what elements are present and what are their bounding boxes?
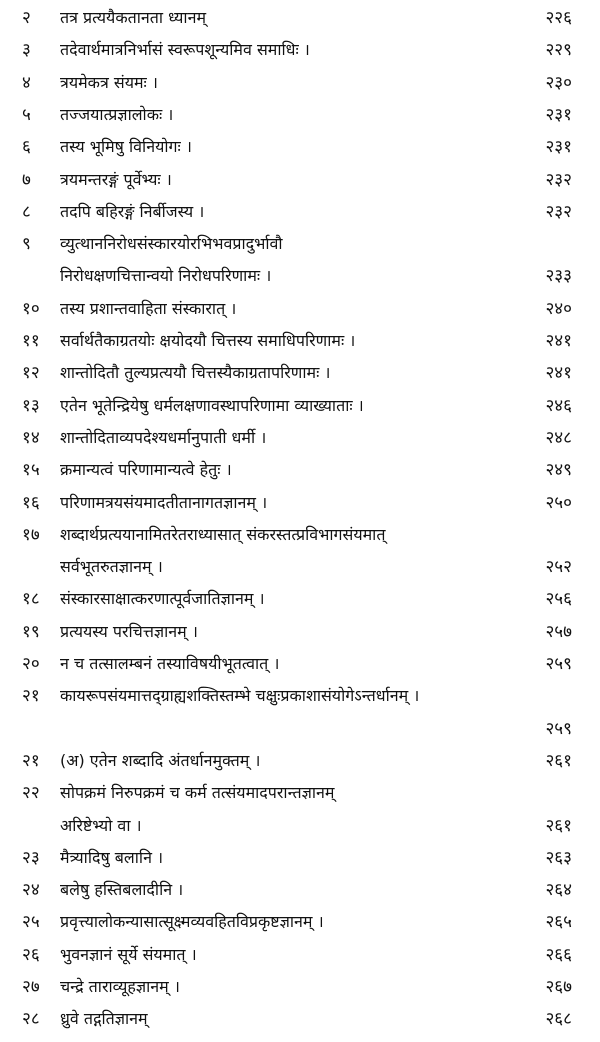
page-number: २४० <box>545 298 572 319</box>
index-row <box>0 391 600 423</box>
sutra-number: ४ <box>22 72 31 93</box>
page-number: २४८ <box>545 427 572 448</box>
index-row <box>0 132 600 164</box>
page-number: २५० <box>545 492 572 513</box>
index-row <box>0 165 600 197</box>
sutra-number: १२ <box>22 363 40 384</box>
sutra-text: चन्द्रे ताराव्यूहज्ञानम् । <box>60 977 180 996</box>
sutra-text: व्युत्थाननिरोधसंस्कारयोरभिभवप्रादुर्भावौ <box>60 234 283 254</box>
page-number: २३१ <box>545 104 572 125</box>
index-row <box>0 197 600 229</box>
sutra-number: २५ <box>22 912 40 933</box>
sutra-text: तत्र प्रत्ययैकतानता ध्यानम् <box>60 8 207 27</box>
index-row <box>0 35 600 67</box>
sutra-text: त्रयमेकत्र संयमः । <box>60 72 158 92</box>
index-row <box>0 100 600 132</box>
page-number: २५९ <box>545 654 572 674</box>
sutra-text: अरिष्टेभ्यो वा । <box>60 815 142 835</box>
sutra-number: १९ <box>22 621 40 642</box>
sutra-number: २८ <box>22 1009 40 1030</box>
index-row <box>0 843 600 875</box>
sutra-text: संस्कारसाक्षात्करणात्पूर्वजातिज्ञानम् । <box>60 589 265 609</box>
sutra-number: ८ <box>22 201 31 222</box>
index-row <box>0 229 600 261</box>
page-number: २६५ <box>545 912 572 933</box>
sutra-text: तदपि बहिरङ्गं निर्बीजस्य । <box>60 201 205 221</box>
sutra-number: ७ <box>22 169 31 190</box>
page-number: २६७ <box>545 977 572 997</box>
index-row <box>0 875 600 907</box>
index-row <box>0 714 600 746</box>
index-row <box>0 584 600 616</box>
sutra-number: ६ <box>22 137 31 158</box>
sutra-text: शब्दार्थप्रत्ययानामितरेतराध्यासात् संकरस्तत्प्रविभागसंयमात् <box>60 524 386 544</box>
index-row <box>0 681 600 713</box>
page-number: २५६ <box>545 589 572 610</box>
page-number: २५९ <box>545 718 572 739</box>
page-number: २६८ <box>545 1009 572 1030</box>
index-row <box>0 326 600 358</box>
sutra-number: १४ <box>22 427 40 448</box>
sutra-number: २७ <box>22 977 40 997</box>
index-row <box>0 972 600 1004</box>
sutra-text: तस्य भूमिषु विनियोगः । <box>60 137 192 157</box>
sutra-number: २१ <box>22 750 40 771</box>
index-row <box>0 68 600 100</box>
sutra-number: १५ <box>22 460 40 481</box>
index-row <box>0 261 600 293</box>
sutra-text: निरोधक्षणचित्तान्वयो निरोधपरिणामः । <box>60 266 272 286</box>
page-number: २२६ <box>545 8 572 28</box>
sutra-text: त्रयमन्तरङ्गं पूर्वेभ्यः । <box>60 169 172 189</box>
sutra-number: २२ <box>22 783 40 804</box>
page-number: २६१ <box>545 750 572 771</box>
page-number: २५२ <box>545 557 572 578</box>
index-row <box>0 294 600 326</box>
sutra-number: ५ <box>22 104 31 125</box>
page-number: २३० <box>545 72 572 93</box>
page-number: २४१ <box>545 363 572 384</box>
sutra-text: बलेषु हस्तिबलादीनि । <box>60 880 184 900</box>
page-number: २३१ <box>545 137 572 158</box>
page-number: २३२ <box>545 201 572 222</box>
sutra-text: कायरूपसंयमात्तद्ग्राह्यशक्तिस्तम्भे चक्षुःप्रकाशासंयोगेऽन्तर्धानम् । <box>60 686 420 706</box>
page-number: २२९ <box>545 40 572 61</box>
index-row <box>0 358 600 390</box>
index-row <box>0 778 600 810</box>
sutra-text: सोपक्रमं निरुपक्रमं च कर्म तत्संयमादपरान्तज्ञानम् <box>60 783 335 803</box>
sutra-text: शान्तोदितौ तुल्यप्रत्ययौ चित्तस्यैकाग्रतापरिणामः । <box>60 363 331 383</box>
sutra-text: (अ) एतेन शब्दादि अंतर्धानमुक्तम् । <box>60 750 261 770</box>
index-row <box>0 552 600 584</box>
sutra-text: तस्य प्रशान्तवाहिता संस्कारात् । <box>60 298 237 318</box>
sutra-number: ११ <box>22 331 40 351</box>
index-row <box>0 746 600 778</box>
sutra-number: १६ <box>22 492 40 513</box>
index-row <box>0 488 600 520</box>
sutra-number: १७ <box>22 524 40 545</box>
sutra-text: मैत्र्यादिषु बलानि । <box>60 847 164 867</box>
page-number: २४९ <box>545 460 572 481</box>
sutra-text: तज्जयात्प्रज्ञालोकः । <box>60 104 174 124</box>
index-row <box>0 811 600 843</box>
sutra-text: सर्वार्थतैकाग्रतयोः क्षयोदयौ चित्तस्य समाधिपरिणामः । <box>60 331 356 350</box>
page-number: २३३ <box>545 266 572 287</box>
sutra-number: २६ <box>22 944 40 965</box>
index-row <box>0 3 600 35</box>
page-number: २४६ <box>545 395 572 416</box>
index-row <box>0 423 600 455</box>
index-row <box>0 907 600 939</box>
sutra-text: क्रमान्यत्वं परिणामान्यत्वे हेतुः । <box>60 460 232 480</box>
sutra-text: परिणामत्रयसंयमादतीतानागतज्ञानम् । <box>60 492 268 512</box>
sutra-number: २३ <box>22 847 40 868</box>
page-number: २५७ <box>545 621 572 642</box>
sutra-number: २० <box>22 654 40 674</box>
sutra-text: भुवनज्ञानं सूर्ये संयमात् । <box>60 944 197 964</box>
sutra-text: प्रवृत्त्यालोकन्यासात्सूक्ष्मव्यवहितविप्रकृष्टज्ञानम् । <box>60 912 324 932</box>
page-number: २४१ <box>545 331 572 351</box>
sutra-number: १८ <box>22 589 40 610</box>
sutra-number: २१ <box>22 686 40 707</box>
page-number: २६१ <box>545 815 572 836</box>
sutra-number: २४ <box>22 880 40 901</box>
sutra-text: न च तत्सालम्बनं तस्याविषयीभूतत्वात् । <box>60 654 280 673</box>
index-row <box>0 520 600 552</box>
sutra-number: ९ <box>22 234 31 255</box>
page-number: २६३ <box>545 847 572 868</box>
sutra-text: प्रत्ययस्य परचित्तज्ञानम् । <box>60 621 198 641</box>
page-number: २६६ <box>545 944 572 965</box>
page-number: २३२ <box>545 169 572 190</box>
index-row <box>0 649 600 681</box>
sutra-text: शान्तोदिताव्यपदेश्यधर्मानुपाती धर्मी । <box>60 427 267 447</box>
sutra-number: २ <box>22 8 31 28</box>
index-row <box>0 940 600 972</box>
index-row <box>0 1004 600 1036</box>
sutra-text: ध्रुवे तद्गतिज्ञानम् <box>60 1009 148 1029</box>
sutra-text: तदेवार्थमात्रनिर्भासं स्वरूपशून्यमिव समाधिः । <box>60 40 310 60</box>
index-row <box>0 617 600 649</box>
sutra-text: एतेन भूतेन्द्रियेषु धर्मलक्षणावस्थापरिणामा व्याख्याताः । <box>60 395 364 415</box>
sutra-number: ३ <box>22 40 31 61</box>
sutra-number: १३ <box>22 395 40 416</box>
sutra-number: १० <box>22 298 40 319</box>
index-row <box>0 455 600 487</box>
page-number: २६४ <box>545 880 572 901</box>
sutra-text: सर्वभूतरुतज्ञानम् । <box>60 557 163 577</box>
